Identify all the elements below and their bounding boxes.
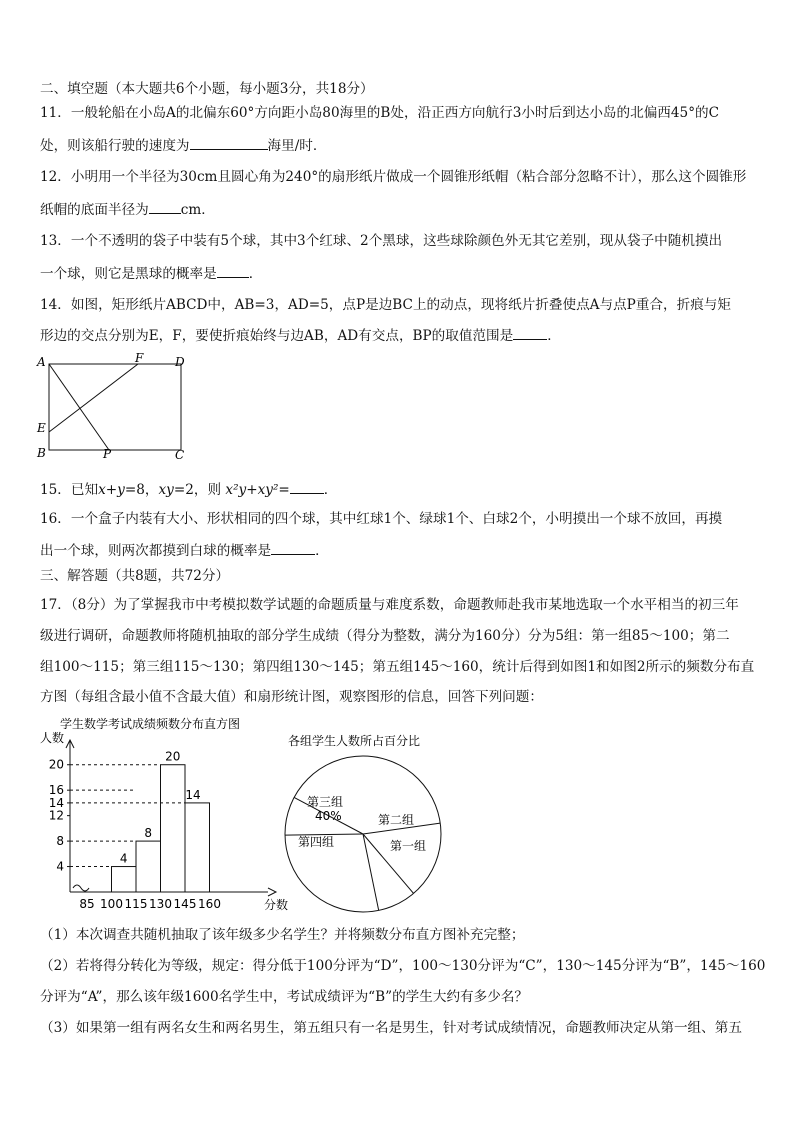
axis-break	[73, 885, 89, 891]
pie-slice-label: 第三组	[307, 795, 344, 809]
q12-line1: 12．小明用一个半径为30cm且圆心角为240°的扇形纸片做成一个圆锥形纸帽（粘合部分忽略不计），那么这个圆锥形	[40, 169, 747, 185]
q17-line1: 17．（8分）为了掌握我市中考模拟数学试题的命题质量与难度系数，命题教师赴我市某地选取一个水平相当的初三年	[40, 597, 739, 613]
q15-eq1: =8，	[124, 482, 159, 498]
q11-answer-blank[interactable]	[190, 136, 268, 150]
q17-sub2-line1: （2）若将得分转化为等级，规定：得分低于100分评为“D”，100～130分评为“C”，130～145分评为“B”，145～160	[40, 958, 766, 974]
q15-prefix: 15．已知	[40, 482, 99, 498]
label-d: D	[175, 355, 185, 369]
q15-answer-blank[interactable]	[290, 480, 324, 494]
x-tick-label: 145	[173, 897, 197, 911]
q13-text-a: 一个球，则它是黑球的概率是	[40, 266, 217, 282]
histogram-chart	[40, 712, 302, 916]
segment-ef	[49, 364, 138, 432]
x-tick-label: 130	[149, 897, 172, 911]
q16-text-b: ．	[315, 543, 329, 559]
y-tick-label: 20	[48, 757, 64, 772]
q11-text-b: 海里/时．	[267, 138, 327, 154]
q11-line2	[40, 136, 327, 155]
x-tick-label: 100	[100, 897, 123, 911]
bar-data-label: 14	[185, 787, 201, 802]
q14-text-a: 形边的交点分别为E，F，要使折痕始终与边AB，AD有交点，BP的取值范围是	[40, 328, 514, 344]
q15-cond2: xy	[158, 482, 174, 498]
y-tick-label: 14	[48, 795, 64, 810]
q11-line1: 11．一般轮船在小岛A的北偏东60°方向距小岛80海里的B处，沿正西方向航行3小时后到达小岛的北偏西45°的C	[40, 105, 719, 121]
y-tick-label: 16	[48, 783, 64, 798]
q13-answer-blank[interactable]	[217, 264, 249, 278]
q13-line2	[40, 264, 262, 283]
q11-text-a: 处，则该船行驶的速度为	[40, 138, 190, 154]
label-p: P	[103, 447, 112, 461]
y-tick-label: 8	[56, 834, 64, 849]
histogram-bar	[112, 867, 137, 892]
q15-eq2: =2，则	[173, 482, 226, 498]
label-f: F	[135, 351, 144, 365]
q14-answer-blank[interactable]	[513, 326, 547, 340]
q15-line	[40, 480, 337, 499]
bar-data-label: 8	[144, 826, 153, 841]
x-tick-label: 160	[198, 897, 221, 911]
q17-sub1: （1）本次调查共随机抽取了该年级多少名学生？并将频数分布直方图补充完整；	[40, 927, 525, 943]
label-a: A	[37, 355, 46, 369]
q14-rectangle-figure	[34, 350, 194, 462]
label-e: E	[37, 421, 46, 435]
q14-text-b: ．	[547, 328, 561, 344]
q17-line2: 级进行调研，命题教师将随机抽取的部分学生成绩（得分为整数，满分为160分）分为5组：第一组85～100；第二	[40, 628, 730, 644]
q17-line4: 方图（每组含最小值不含最大值）和扇形统计图，观察图形的信息，回答下列问题：	[40, 689, 543, 705]
q14-line2	[40, 326, 561, 345]
segment-ap	[49, 364, 109, 450]
x-axis-arrow	[268, 888, 276, 896]
rectangle-abcd	[49, 364, 181, 450]
y-tick-label: 12	[48, 808, 64, 823]
histogram-bar	[185, 803, 210, 892]
pie-slice-label: 第四组	[298, 835, 335, 849]
q15-end: ．	[323, 482, 338, 498]
pie-slice-value-label: 40%	[315, 809, 342, 823]
q12-line2	[40, 200, 215, 219]
q16-text-a: 出一个球，则两次都摸到白球的概率是	[40, 543, 272, 559]
q16-line1: 16．一个盒子内装有大小、形状相同的四个球，其中红球1个、绿球1个、白球2个，小明摸出一个球不放回，再摸	[40, 511, 723, 527]
pie-chart	[278, 728, 450, 914]
q14-line1: 14．如图，矩形纸片ABCD中，AB=3，AD=5，点P是边BC上的动点，现将纸片折叠使点A与点P重合，折痕与矩	[40, 297, 731, 313]
y-tick-label: 4	[56, 859, 64, 874]
histogram-title: 学生数学考试成绩频数分布直方图	[60, 717, 241, 731]
section3-heading: 三、解答题（共8题，共72分）	[40, 568, 230, 584]
q13-line1: 13．一个不透明的袋子中装有5个球，其中3个红球、2个黑球，这些球除颜色外无其它差别，现从袋子中随机摸出	[40, 233, 723, 249]
q15-cond1: x+y	[98, 482, 125, 498]
q16-line2	[40, 541, 329, 560]
histogram-bar	[161, 765, 186, 892]
pie-slice-label: 第二组	[378, 813, 415, 827]
x-tick-label: 115	[124, 897, 148, 911]
pie-title: 各组学生人数所占百分比	[288, 734, 421, 748]
q15-eq3: =	[278, 482, 290, 498]
q13-text-b: ．	[248, 266, 263, 282]
label-b: B	[37, 446, 46, 460]
label-c: C	[175, 448, 185, 462]
q12-answer-blank[interactable]	[149, 200, 181, 214]
q17-line3: 组100～115；第三组115～130；第四组130～145；第五组145～160，统计后得到如图1和如图2所示的频数分布直	[40, 659, 755, 675]
q15-expression: x²y+xy²	[225, 482, 279, 498]
x-tick-label: 85	[79, 897, 95, 911]
histogram-bar	[136, 841, 161, 892]
histogram-x-label: 分数	[264, 898, 289, 912]
pie-slice-label: 第一组	[390, 839, 427, 853]
section2-heading: 二、填空题（本大题共6个小题，每小题3分，共18分）	[40, 81, 374, 97]
q16-answer-blank[interactable]	[271, 541, 315, 555]
q17-sub2-line2: 分评为“A”，那么该年级1600名学生中，考试成绩评为“B”的学生大约有多少名？	[40, 989, 529, 1005]
q12-text-b: cm．	[180, 202, 215, 218]
histogram-y-label: 人数	[40, 731, 65, 745]
q17-sub3-line1: （3）如果第一组有两名女生和两名男生，第五组只有一名是男生，针对考试成绩情况，命题教师决定从第一组、第五	[40, 1020, 742, 1036]
bar-data-label: 4	[119, 851, 128, 866]
bar-data-label: 20	[165, 749, 181, 764]
q12-text-a: 纸帽的底面半径为	[40, 202, 149, 218]
